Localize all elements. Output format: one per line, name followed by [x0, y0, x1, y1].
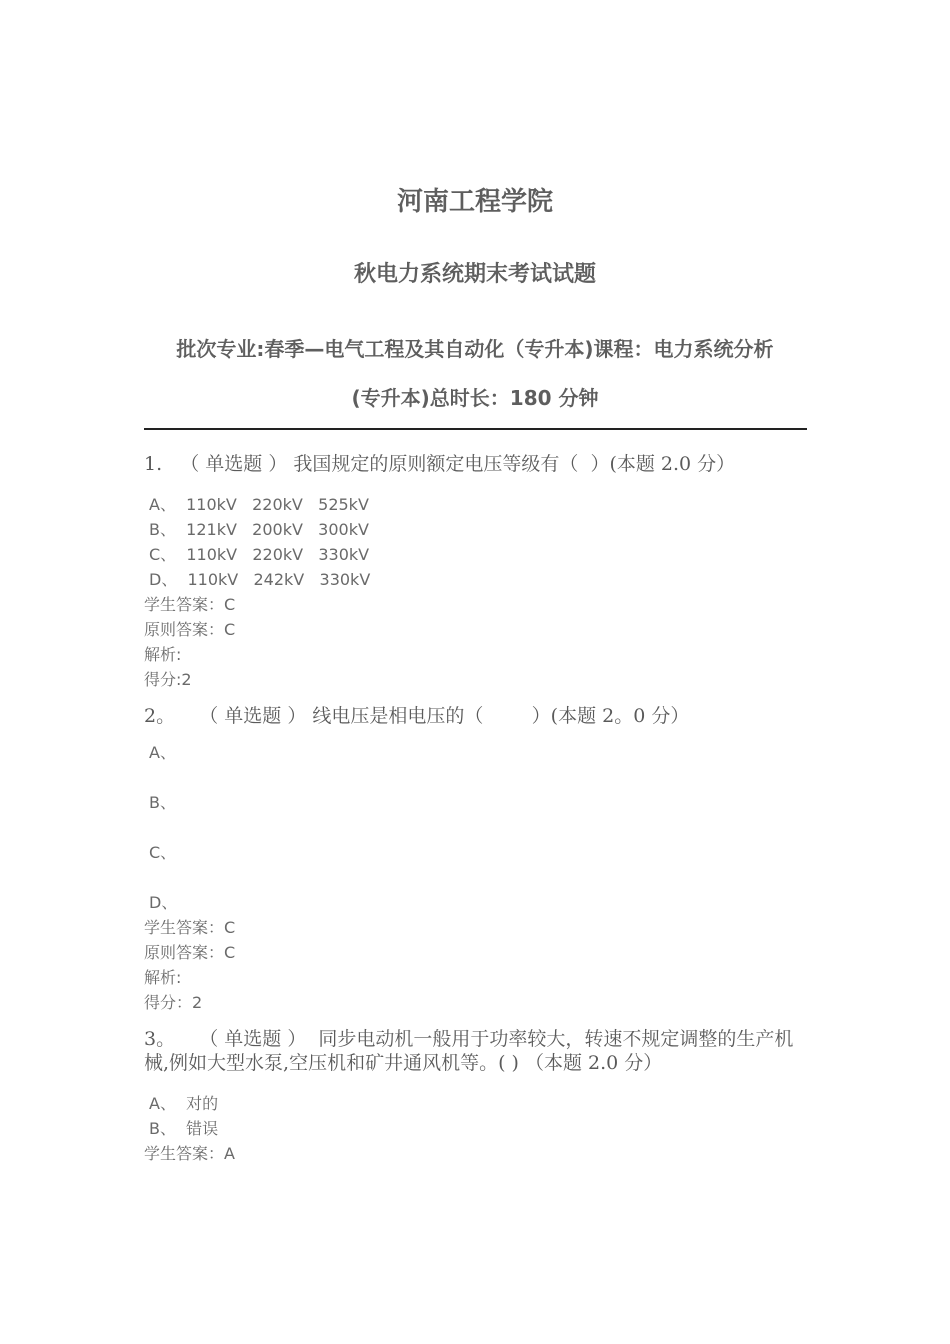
option-a: A、 — [149, 743, 176, 762]
student-answer: 学生答案：A — [144, 1144, 235, 1163]
student-answer: 学生答案：C — [144, 918, 236, 937]
question-heading: 1. （ 单选题 ） 我国规定的原则额定电压等级有（ ）(本题 2.0 分） — [144, 453, 736, 475]
question-2 — [144, 704, 808, 1015]
question-1 — [144, 452, 808, 692]
option-a: A、 对的 — [149, 1094, 219, 1113]
option-b: B、 错误 — [149, 1119, 219, 1138]
school-name: 河南工程学院 — [396, 187, 553, 217]
option-d: D、 110kV 242kV 330kV — [149, 570, 371, 589]
analysis: 解析: — [144, 968, 182, 987]
question-list — [144, 452, 808, 1166]
analysis: 解析: — [144, 645, 182, 664]
question-3 — [144, 1027, 808, 1166]
standard-answer: 原则答案：C — [144, 620, 236, 639]
question-heading: 2。 （ 单选题 ） 线电压是相电压的（ ）(本题 2。0 分） — [144, 705, 690, 727]
student-answer: 学生答案：C — [144, 595, 236, 614]
option-a: A、 110kV 220kV 525kV — [149, 495, 369, 514]
header-divider — [144, 428, 807, 430]
question-heading: 3。 （ 单选题 ） 同步电动机一般用于功率较大，转速不规定调整的生产机械,例如大型水泵,空压机和矿井通风机等。( ) （本题 2.0 分） — [144, 1028, 794, 1074]
exam-title: 秋电力系统期末考试试题 — [353, 262, 596, 287]
option-b: B、 121kV 200kV 300kV — [149, 520, 369, 539]
option-d: D、 — [149, 893, 178, 912]
option-c: C、 — [149, 843, 177, 862]
option-c: C、 110kV 220kV 330kV — [149, 545, 370, 564]
score: 得分:2 — [144, 670, 192, 689]
batch-info-line-2: (专升本)总时长：180 分钟 — [351, 386, 599, 410]
batch-info-line-1: 批次专业:春季—电气工程及其自动化（专升本)课程：电力系统分析 — [176, 337, 774, 361]
option-b: B、 — [149, 793, 176, 812]
score: 得分：2 — [144, 993, 203, 1012]
standard-answer: 原则答案：C — [144, 943, 236, 962]
